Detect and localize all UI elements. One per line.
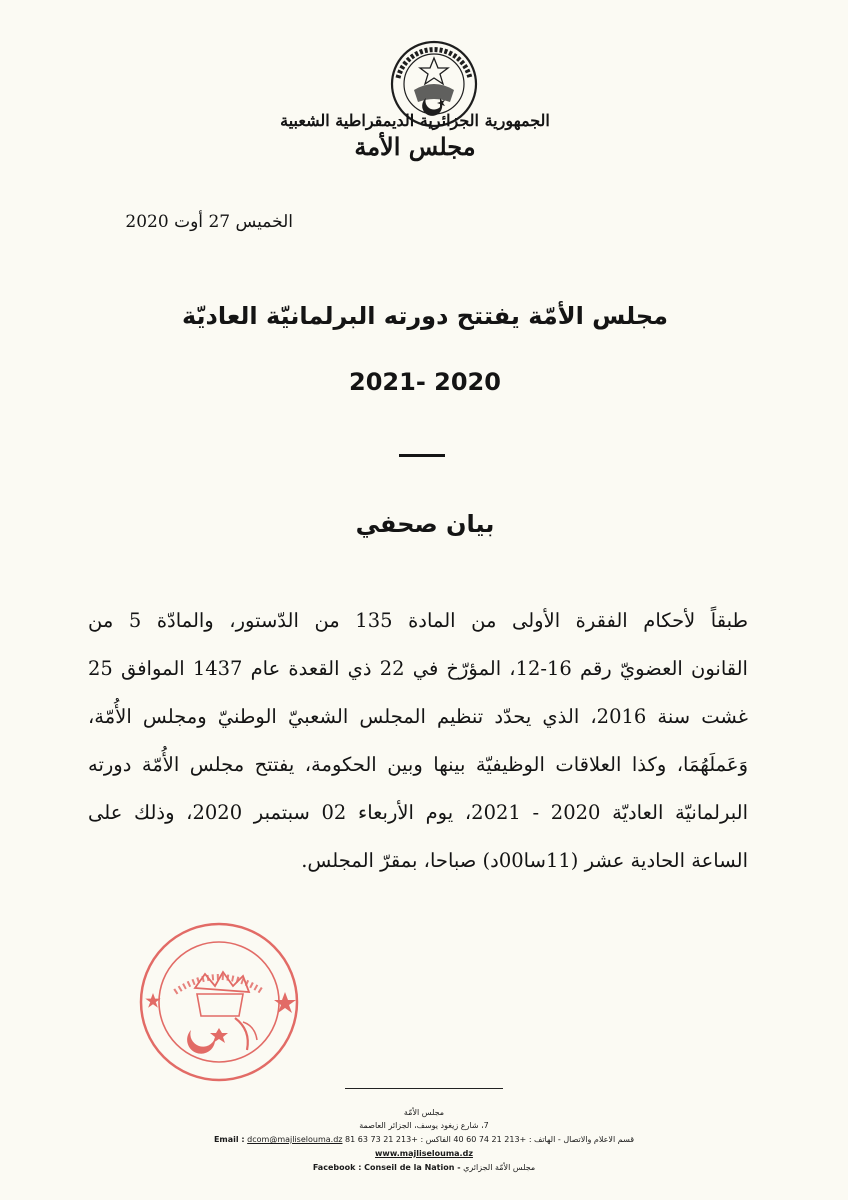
body-line: غشت سنة 2016، الذي يحدّد تنظيم المجلس الشعبيّ الوطنيّ ومجلس الأُمّة،	[88, 705, 748, 728]
footer-website	[150, 1148, 698, 1159]
email-link[interactable]: dcom@majliselouma.dz	[247, 1135, 343, 1144]
website-link[interactable]: www.majliselouma.dz	[375, 1149, 473, 1158]
department-label: قسم الاعلام والاتصال - الهاتف :	[528, 1135, 635, 1144]
council-name: مجلس الأمة	[354, 132, 476, 161]
title-years: 2020 -2021	[349, 368, 501, 396]
body-line: الساعة الحادية عشر (11سا00د) صباحا، بمقرّ المجلس.	[301, 849, 748, 872]
facebook-page-name: مجلس الأمّة الجزائري	[463, 1163, 536, 1172]
footer-address: 7، شارع زيغود يوسف، الجزائر العاصمة	[359, 1121, 489, 1130]
letterhead	[250, 110, 580, 162]
subtitle: بيان صحفي	[355, 510, 495, 538]
email-label: Email :	[213, 1135, 245, 1144]
body-line: البرلمانيّة العاديّة 2020 - 2021، يوم الأربعاء 02 سبتمبر 2020، وذلك على	[88, 801, 748, 824]
press-release-body	[88, 597, 748, 885]
page-title: مجلس الأمّة يفتتح دورته البرلمانيّة العاديّة	[181, 302, 669, 330]
facebook-link[interactable]: Facebook : Conseil de la Nation -	[312, 1163, 461, 1172]
footer-facebook	[150, 1162, 698, 1173]
body-line: وَعَملَهُمَا، وكذا العلاقات الوظيفيّة بينها وبين الحكومة، يفتتح مجلس الأُمّة دورته	[88, 753, 748, 776]
body-line: طبقاً لأحكام الفقرة الأولى من المادة 135 من الدّستور، والمادّة 5 من	[88, 609, 749, 632]
document-date: الخميس 27 أوت 2020	[125, 212, 293, 232]
phone-number: 40 60 74 21 213+	[453, 1135, 527, 1144]
title-divider	[399, 454, 445, 457]
footer-divider	[345, 1088, 503, 1089]
fax-label: الفاكس :	[420, 1135, 451, 1144]
fax-number: 81 63 73 21 213+	[345, 1135, 418, 1144]
footer-contacts	[150, 1134, 698, 1145]
official-stamp	[135, 918, 303, 1086]
footer-council: مجلس الأمّة	[403, 1108, 445, 1117]
republic-name: الجمهورية الجزائرية الديمقراطية الشعبية	[280, 111, 550, 130]
body-line: القانون العضويّ رقم 16-12، المؤرّخ في 22 ذي القعدة عام 1437 الموافق 25	[88, 657, 748, 680]
